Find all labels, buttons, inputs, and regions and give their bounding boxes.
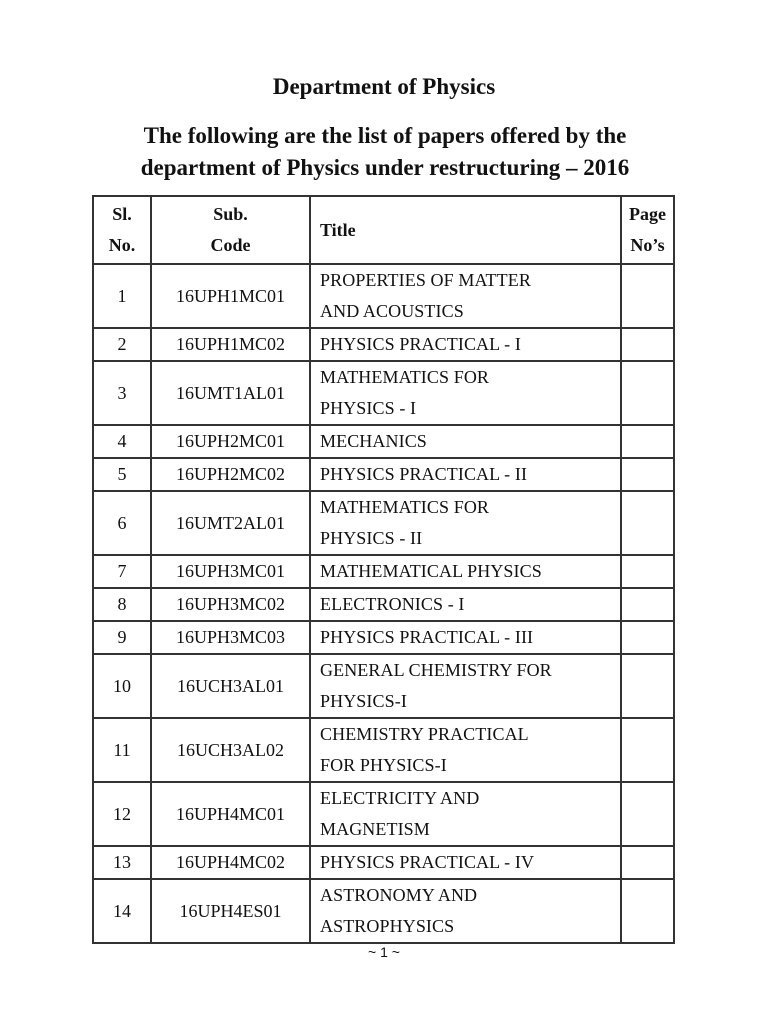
cell-sl-no: 5 bbox=[94, 459, 152, 492]
table-row bbox=[94, 459, 675, 492]
cell-title-line1: MECHANICS bbox=[320, 431, 427, 451]
table-row bbox=[94, 329, 675, 362]
cell-sl-no: 14 bbox=[94, 880, 152, 944]
cell-page-nos bbox=[622, 362, 675, 426]
cell-title-line2: PHYSICS-I bbox=[320, 691, 407, 711]
cell-page-nos bbox=[622, 622, 675, 655]
cell-sub-code: 16UPH4MC01 bbox=[152, 783, 311, 847]
papers-table bbox=[92, 195, 675, 944]
cell-sl-no: 10 bbox=[94, 655, 152, 719]
cell-title-line1: MATHEMATICAL PHYSICS bbox=[320, 561, 542, 581]
cell-sl-no: 13 bbox=[94, 847, 152, 880]
column-header-sl-line1: Sl. bbox=[112, 204, 132, 224]
table-header bbox=[94, 197, 675, 265]
table-row bbox=[94, 783, 675, 847]
cell-page-nos bbox=[622, 719, 675, 783]
cell-sub-code: 16UPH3MC02 bbox=[152, 589, 311, 622]
cell-sub-code: 16UPH1MC02 bbox=[152, 329, 311, 362]
cell-title bbox=[311, 459, 622, 492]
cell-sub-code: 16UCH3AL02 bbox=[152, 719, 311, 783]
column-header-code-line2: Code bbox=[210, 235, 251, 255]
cell-title-line2: AND ACOUSTICS bbox=[320, 301, 464, 321]
page-title: Department of Physics bbox=[272, 74, 496, 99]
cell-sl-no: 11 bbox=[94, 719, 152, 783]
cell-title bbox=[311, 362, 622, 426]
cell-title-line2: FOR PHYSICS-I bbox=[320, 755, 447, 775]
cell-sl-no: 6 bbox=[94, 492, 152, 556]
cell-title-line1: PHYSICS PRACTICAL - I bbox=[320, 334, 521, 354]
page-subtitle bbox=[60, 120, 710, 184]
cell-sub-code: 16UPH2MC01 bbox=[152, 426, 311, 459]
cell-page-nos bbox=[622, 880, 675, 944]
table-row bbox=[94, 655, 675, 719]
cell-page-nos bbox=[622, 655, 675, 719]
cell-title-line1: PHYSICS PRACTICAL - IV bbox=[320, 852, 535, 872]
cell-page-nos bbox=[622, 847, 675, 880]
cell-page-nos bbox=[622, 329, 675, 362]
cell-title-line1: PHYSICS PRACTICAL - II bbox=[320, 464, 528, 484]
cell-sub-code: 16UPH2MC02 bbox=[152, 459, 311, 492]
cell-page-nos bbox=[622, 265, 675, 329]
cell-page-nos bbox=[622, 459, 675, 492]
table-row bbox=[94, 589, 675, 622]
table-row bbox=[94, 622, 675, 655]
cell-sub-code: 16UPH3MC01 bbox=[152, 556, 311, 589]
table-body bbox=[94, 265, 675, 944]
cell-title-line1: ELECTRICITY AND bbox=[320, 788, 480, 808]
cell-title-line1: MATHEMATICS FOR bbox=[320, 367, 490, 387]
subtitle-line-2: department of Physics under restructuring – 2016 bbox=[140, 155, 630, 180]
cell-sub-code: 16UPH4ES01 bbox=[152, 880, 311, 944]
cell-title-line2: MAGNETISM bbox=[320, 819, 430, 839]
page-number: ~ 1 ~ bbox=[368, 944, 400, 960]
cell-title bbox=[311, 556, 622, 589]
cell-page-nos bbox=[622, 492, 675, 556]
cell-sl-no: 8 bbox=[94, 589, 152, 622]
cell-sl-no: 4 bbox=[94, 426, 152, 459]
table-row bbox=[94, 426, 675, 459]
cell-title bbox=[311, 847, 622, 880]
cell-page-nos bbox=[622, 556, 675, 589]
column-header-page-line1: Page bbox=[629, 204, 666, 224]
cell-sub-code: 16UPH1MC01 bbox=[152, 265, 311, 329]
cell-page-nos bbox=[622, 426, 675, 459]
table-row bbox=[94, 847, 675, 880]
cell-sl-no: 1 bbox=[94, 265, 152, 329]
column-header-code-line1: Sub. bbox=[213, 204, 248, 224]
column-header-title: Title bbox=[311, 197, 622, 265]
cell-title bbox=[311, 329, 622, 362]
cell-title bbox=[311, 783, 622, 847]
cell-page-nos bbox=[622, 783, 675, 847]
cell-title bbox=[311, 622, 622, 655]
cell-title-line1: MATHEMATICS FOR bbox=[320, 497, 490, 517]
table-header-row bbox=[94, 197, 675, 265]
cell-sl-no: 9 bbox=[94, 622, 152, 655]
cell-title-line1: ASTRONOMY AND bbox=[320, 885, 478, 905]
cell-sub-code: 16UMT1AL01 bbox=[152, 362, 311, 426]
table-row bbox=[94, 492, 675, 556]
column-header-sub-code bbox=[152, 197, 311, 265]
column-header-page-line2: No’s bbox=[630, 235, 665, 255]
table-row bbox=[94, 265, 675, 329]
cell-sub-code: 16UPH4MC02 bbox=[152, 847, 311, 880]
cell-title-line1: GENERAL CHEMISTRY FOR bbox=[320, 660, 552, 680]
cell-title bbox=[311, 492, 622, 556]
table-row bbox=[94, 880, 675, 944]
cell-title bbox=[311, 589, 622, 622]
cell-title-line2: ASTROPHYSICS bbox=[320, 916, 455, 936]
cell-sl-no: 2 bbox=[94, 329, 152, 362]
cell-sub-code: 16UCH3AL01 bbox=[152, 655, 311, 719]
cell-title-line2: PHYSICS - I bbox=[320, 398, 417, 418]
cell-title bbox=[311, 655, 622, 719]
cell-page-nos bbox=[622, 589, 675, 622]
cell-sl-no: 3 bbox=[94, 362, 152, 426]
column-header-sl-no bbox=[94, 197, 152, 265]
cell-sub-code: 16UPH3MC03 bbox=[152, 622, 311, 655]
cell-title-line1: PHYSICS PRACTICAL - III bbox=[320, 627, 534, 647]
table-row bbox=[94, 556, 675, 589]
cell-title-line1: CHEMISTRY PRACTICAL bbox=[320, 724, 529, 744]
cell-title-line2: PHYSICS - II bbox=[320, 528, 423, 548]
cell-sl-no: 7 bbox=[94, 556, 152, 589]
column-header-page-nos bbox=[622, 197, 675, 265]
cell-title bbox=[311, 880, 622, 944]
column-header-sl-line2: No. bbox=[108, 235, 136, 255]
cell-title bbox=[311, 719, 622, 783]
cell-title-line1: PROPERTIES OF MATTER bbox=[320, 270, 531, 290]
cell-sub-code: 16UMT2AL01 bbox=[152, 492, 311, 556]
table-row bbox=[94, 362, 675, 426]
cell-sl-no: 12 bbox=[94, 783, 152, 847]
table-row bbox=[94, 719, 675, 783]
cell-title bbox=[311, 265, 622, 329]
subtitle-line-1: The following are the list of papers offered by the bbox=[143, 123, 627, 148]
cell-title-line1: ELECTRONICS - I bbox=[320, 594, 465, 614]
cell-title bbox=[311, 426, 622, 459]
